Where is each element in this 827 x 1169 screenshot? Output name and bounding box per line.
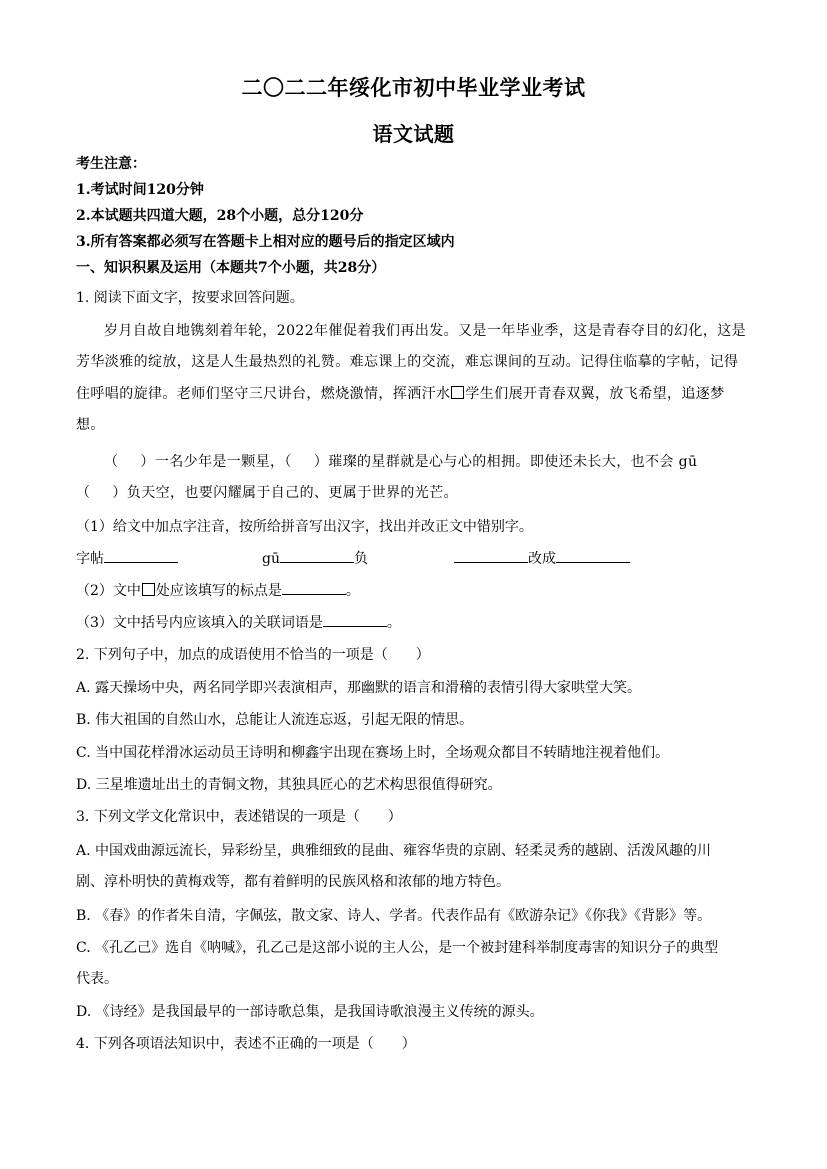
q2-stem: 2. 下列句子中，加点的成语使用不恰当的一项是（ ）	[76, 647, 430, 663]
paren-open: （	[104, 454, 119, 470]
paren-open: （	[76, 485, 91, 501]
notice-item-3: 3.所有答案都必须写在答题卡上相对应的题号后的指定区域内	[76, 234, 455, 250]
period: 。	[386, 615, 401, 631]
q2-option-b: B. 伟大祖国的自然山水，总能让人流连忘返，引起无限的情思。	[76, 712, 474, 728]
q2-option-d: D. 三星堆遗址出土的青铜文物，其独具匠心的艺术构思很值得研究。	[76, 777, 502, 793]
q1-sub2	[76, 580, 360, 600]
q2-option-a: A. 露天操场中央，两名同学即兴表演相声，那幽默的语言和滑稽的表情引得大家哄堂大笑。	[76, 680, 642, 696]
q1-passage-line-2: 芳华淡雅的绽放，这是人生最热烈的礼赞。难忘课上的交流，难忘课间的互动。记得住临摹的字帖，记得	[76, 354, 739, 370]
paren-close: ）	[140, 454, 155, 470]
q1-sub3-text: （3）文中括号内应该填入的关联词语是	[76, 615, 323, 631]
q3-option-c-line-2: 代表。	[76, 971, 118, 987]
q1-passage-line-3	[76, 383, 725, 403]
fill-label-zitie: 字帖	[76, 551, 104, 567]
answer-blank[interactable]	[556, 548, 630, 563]
fill-label-gu: gū	[262, 551, 280, 567]
q1-sub3	[76, 612, 401, 632]
q4-stem: 4. 下列各项语法知识中，表述不正确的一项是（ ）	[76, 1036, 416, 1052]
q1-passage2-text-c: 负天空，也要闪耀属于自己的、更属于世界的光芒。	[126, 485, 459, 501]
period: 。	[345, 583, 360, 599]
q3-option-a-line-1: A. 中国戏曲源远流长，异彩纷呈，典雅细致的昆曲、雍容华贵的京剧、轻柔灵秀的越剧、活泼风趣的川	[76, 843, 712, 859]
q1-sub2-text-a: （2）文中	[76, 583, 141, 599]
notice-item-2: 2.本试题共四道大题，28个小题，总分120分	[76, 208, 364, 224]
notice-heading: 考生注意：	[76, 156, 146, 172]
q1-sub2-text-b: 处应该填写的标点是	[155, 583, 282, 599]
q3-stem: 3. 下列文学文化常识中，表述错误的一项是（ ）	[76, 809, 402, 825]
exam-subtitle: 语文试题	[372, 122, 455, 146]
q1-passage2-line-2	[76, 482, 458, 502]
q3-option-a-line-2: 剧、淳朴明快的黄梅戏等，都有着鲜明的民族风格和浓郁的地方特色。	[76, 874, 510, 890]
q2-option-c: C. 当中国花样滑冰运动员王诗明和柳鑫宇出现在赛场上时，全场观众都目不转睛地注视着他们。	[76, 745, 670, 761]
answer-blank[interactable]	[104, 548, 178, 563]
paren-close: ）	[112, 485, 127, 501]
q3-option-b: B. 《春》的作者朱自清，字佩弦，散文家、诗人、学者。代表作品有《欧游杂记》《你我》《背影》等。	[76, 908, 712, 924]
answer-blank[interactable]	[323, 612, 387, 627]
q1-passage-line-1: 岁月自故自地镌刻着年轮，2022年催促着我们再出发。又是一年毕业季，这是青春夺目的幻化，这是	[104, 323, 747, 339]
punctuation-blank-box	[142, 583, 155, 596]
q1-fill-row	[76, 548, 178, 568]
section-1-heading: 一、知识积累及运用（本题共7个小题，共28分）	[76, 260, 386, 276]
fill-label-fu: 负	[353, 551, 368, 567]
q1-passage2-text-a: 一名少年是一颗星，	[154, 454, 285, 470]
paren-close: ）	[313, 454, 329, 470]
q1-passage-line-3a: 住呼唱的旋律。老师们坚守三尺讲台，燃烧激情，挥洒汗水	[76, 386, 451, 402]
q1-passage-line-3b: 学生们展开青春双翼，放飞希望，追逐梦	[465, 386, 725, 402]
q1-passage-line-4: 想。	[76, 417, 105, 433]
exam-title: 二〇二二年绥化市初中毕业学业考试	[241, 75, 586, 100]
q3-option-d: D. 《诗经》是我国最早的一部诗歌总集，是我国诗歌浪漫主义传统的源头。	[76, 1004, 544, 1020]
answer-blank[interactable]	[280, 548, 354, 563]
q1-stem: 1. 阅读下面文字，按要求回答问题。	[76, 290, 304, 306]
answer-blank[interactable]	[454, 548, 528, 563]
notice-item-1: 1.考试时间120分钟	[76, 182, 204, 198]
q1-sub1: （1）给文中加点字注音，按所给拼音写出汉字，找出并改正文中错别字。	[76, 519, 533, 535]
fill-label-gaicheng: 改成	[528, 551, 556, 567]
q1-fill-correction	[454, 548, 630, 568]
punctuation-blank-box	[451, 386, 464, 399]
q1-fill-gu	[262, 548, 368, 568]
q1-passage2-line-1	[104, 451, 697, 471]
q1-passage2-text-b: 璀璨的星群就是心与心的相拥。即使还未长大，也不会 gū	[328, 454, 698, 470]
answer-blank[interactable]	[282, 580, 346, 595]
paren-open: （	[284, 454, 292, 470]
q3-option-c-line-1: C. 《孔乙己》选自《呐喊》，孔乙己是这部小说的主人公，是一个被封建科举制度毒害的知识分子的典型	[76, 940, 719, 956]
